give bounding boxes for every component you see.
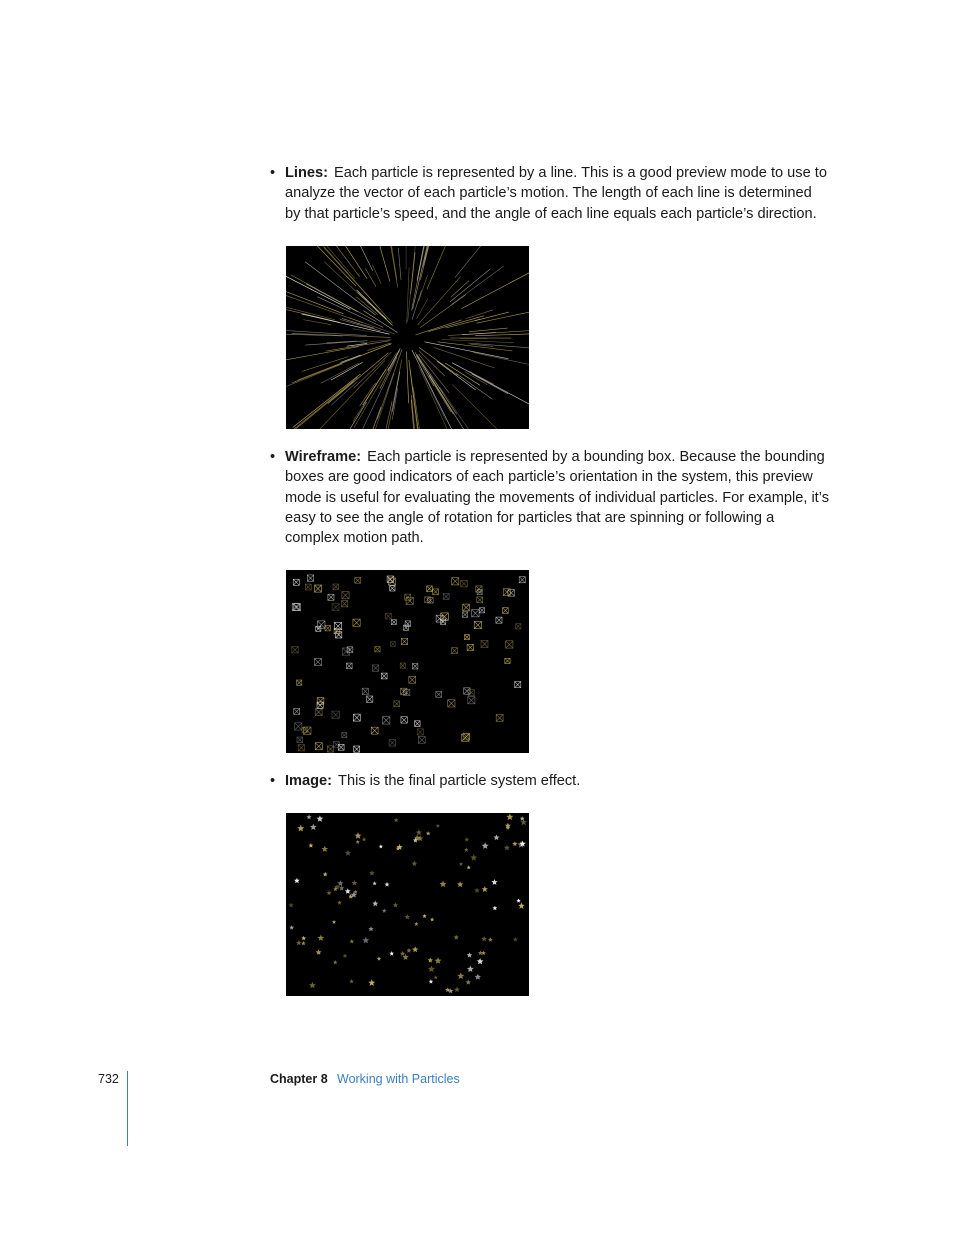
final-effect-image <box>286 813 529 996</box>
particle-box <box>316 626 321 631</box>
particle-line <box>357 290 387 319</box>
particle-line <box>287 377 357 429</box>
particle-star <box>459 862 463 866</box>
particle-line <box>353 329 375 333</box>
particle-line <box>416 356 434 386</box>
particle-star <box>491 879 497 885</box>
particle-star <box>350 939 354 943</box>
particle-box <box>353 714 360 721</box>
particle-box <box>325 625 331 631</box>
particle-line <box>419 366 464 429</box>
particle-star <box>422 914 426 918</box>
particle-star <box>428 966 435 973</box>
particle-star <box>454 935 459 940</box>
particle-star <box>416 829 422 835</box>
particle-star <box>414 922 418 926</box>
particle-box <box>468 697 475 704</box>
particle-box <box>401 638 407 644</box>
particle-line <box>375 309 391 324</box>
particle-box <box>401 717 407 723</box>
particle-box <box>406 597 413 604</box>
particle-line <box>380 246 397 279</box>
particle-box <box>390 642 395 647</box>
particle-box <box>371 727 378 734</box>
particle-star <box>289 903 294 908</box>
particle-box <box>452 648 458 654</box>
particle-star <box>428 958 433 963</box>
particle-star <box>457 881 463 887</box>
bullet-body: Each particle is represented by a bounding box. Because the bounding boxes are good indicators of each particle’s orientation in the system, this preview mode is useful for evaluating the movements of individual particles. For example, it’s easy to see the angle of rotation for particles that are spinning or following a complex motion path. <box>285 449 830 547</box>
particle-line <box>452 384 523 429</box>
particle-box <box>315 743 322 750</box>
wireframe-preview-image <box>286 570 529 753</box>
particle-star <box>481 936 487 941</box>
footer-rule <box>127 1071 128 1146</box>
particle-star <box>389 951 394 956</box>
particle-line <box>455 246 520 278</box>
particle-line <box>427 246 454 289</box>
bullet-image <box>270 771 830 791</box>
particle-star <box>454 987 460 993</box>
particle-star <box>478 950 483 955</box>
particle-box <box>515 682 521 688</box>
particle-box <box>479 608 484 613</box>
particle-star <box>339 885 344 890</box>
particle-star <box>504 845 510 851</box>
wireframe-preview-svg <box>286 570 529 753</box>
particle-box <box>474 621 481 628</box>
particle-box <box>506 641 513 648</box>
particle-line <box>357 246 373 271</box>
particle-star <box>317 935 324 941</box>
particle-line <box>437 361 476 390</box>
particle-box <box>336 632 342 638</box>
particle-box <box>467 644 473 650</box>
chapter-label: Chapter 8 <box>270 1072 328 1086</box>
particle-box <box>294 708 300 714</box>
particle-box <box>463 604 470 611</box>
particle-star <box>516 898 521 902</box>
particle-line <box>356 297 377 315</box>
particle-box <box>508 590 515 597</box>
particle-line <box>398 248 401 280</box>
particle-box <box>496 714 503 721</box>
particle-star <box>322 846 329 852</box>
particle-line <box>469 328 508 332</box>
particle-line <box>451 266 503 305</box>
particle-star <box>327 890 332 895</box>
particle-star <box>434 975 438 979</box>
bullet-term: Image: <box>285 773 333 789</box>
particle-box <box>355 577 361 583</box>
particle-star <box>470 854 477 861</box>
particle-box <box>381 673 387 679</box>
particle-line <box>425 342 509 359</box>
particle-box <box>314 658 321 665</box>
particle-box <box>372 665 378 671</box>
particle-star <box>363 937 370 943</box>
particle-star <box>435 957 442 964</box>
bullet-wireframe <box>270 447 830 548</box>
particle-box <box>389 740 396 747</box>
bullet-dot: • <box>270 449 276 465</box>
particle-star <box>518 903 525 909</box>
particle-star <box>323 872 328 877</box>
particle-star <box>393 903 398 908</box>
particle-box <box>297 680 302 685</box>
bullet-text <box>285 163 830 224</box>
particle-box <box>519 577 525 583</box>
particle-star <box>482 886 488 892</box>
particle-line <box>472 374 508 394</box>
particle-box <box>333 584 339 590</box>
particle-box <box>472 609 479 617</box>
particle-star <box>317 815 324 821</box>
particle-box <box>353 619 360 626</box>
particle-box <box>332 711 339 718</box>
particle-star <box>368 979 375 986</box>
particle-star <box>316 949 322 955</box>
particle-line <box>407 352 409 404</box>
particle-star <box>488 937 493 941</box>
particle-box <box>436 615 443 622</box>
particle-star <box>296 940 301 945</box>
particle-star <box>352 880 358 886</box>
particle-line <box>341 355 361 363</box>
particle-line <box>286 347 359 362</box>
particle-star <box>294 878 300 884</box>
particle-box <box>386 613 392 619</box>
particle-star <box>343 954 348 958</box>
particle-line <box>306 284 358 312</box>
particle-star <box>493 906 498 911</box>
particle-star <box>349 979 354 984</box>
particle-star <box>457 973 464 980</box>
particle-star <box>372 881 376 885</box>
particle-star <box>332 920 336 924</box>
particle-box <box>362 688 368 694</box>
particle-line <box>438 342 513 351</box>
particle-line <box>381 360 402 430</box>
particle-box <box>394 701 400 707</box>
particle-box <box>327 746 333 752</box>
particle-star <box>382 908 387 912</box>
particle-star <box>337 880 343 886</box>
particle-star <box>356 840 360 844</box>
particle-star <box>310 824 317 830</box>
particle-box <box>292 647 298 653</box>
particle-box <box>464 688 470 695</box>
particle-star <box>440 881 447 888</box>
bullet-body: Each particle is represented by a line. This is a good preview mode to use to analyze the vector of each particle’s motion. The length of each line is determined by that particle’s speed, and the angle of each line equals each particle’s direction. <box>285 165 827 222</box>
particle-box <box>315 585 322 592</box>
particle-line <box>293 374 361 428</box>
particle-star <box>482 842 489 849</box>
particle-star <box>467 952 473 957</box>
particle-star <box>368 926 373 931</box>
particle-box <box>400 663 405 668</box>
particle-line <box>412 350 459 429</box>
particle-star <box>385 882 390 887</box>
particle-line <box>413 246 431 309</box>
particle-star <box>345 888 351 894</box>
particle-star <box>506 813 513 820</box>
particle-box <box>427 586 433 592</box>
particle-box <box>452 578 459 585</box>
bullet-term: Wireframe: <box>285 449 362 465</box>
particle-star <box>307 814 312 819</box>
particle-box <box>342 648 349 655</box>
particle-box <box>354 746 360 752</box>
particle-star <box>297 825 304 832</box>
particle-box <box>409 676 416 683</box>
particle-box <box>477 597 483 603</box>
particle-star <box>466 980 471 985</box>
particle-star <box>512 841 517 846</box>
particle-box <box>464 635 469 640</box>
bullet-text <box>285 771 830 791</box>
particle-star <box>377 957 381 961</box>
particle-box <box>375 647 380 652</box>
particle-line <box>286 246 356 286</box>
particle-line <box>452 363 529 408</box>
particle-line <box>372 265 381 284</box>
particle-box <box>342 592 349 599</box>
particle-line <box>450 269 490 302</box>
particle-box <box>448 700 455 707</box>
particle-line <box>304 320 332 325</box>
particle-box <box>317 702 323 708</box>
bullet-dot: • <box>270 165 276 181</box>
particle-star <box>369 870 375 875</box>
particle-line <box>469 371 493 384</box>
particle-box <box>433 589 439 595</box>
particle-line <box>367 343 390 351</box>
particle-box <box>387 576 394 583</box>
particle-line <box>477 311 530 323</box>
particle-box <box>415 721 421 727</box>
particle-box <box>389 578 396 585</box>
particle-star <box>494 834 500 840</box>
particle-star <box>337 900 342 904</box>
particle-star <box>464 848 468 852</box>
particle-box <box>461 580 468 587</box>
particle-box <box>417 729 423 735</box>
particle-box <box>293 579 299 585</box>
particle-line <box>428 316 484 332</box>
particle-line <box>377 349 402 419</box>
particle-box <box>342 601 348 607</box>
particle-line <box>340 319 381 331</box>
particle-star <box>477 958 484 964</box>
particle-star <box>426 831 431 835</box>
lines-preview-image <box>286 246 529 429</box>
particle-box <box>390 586 395 591</box>
particle-star <box>513 937 518 942</box>
particle-line <box>411 252 415 293</box>
page-number: 732 <box>98 1072 119 1086</box>
particle-line <box>286 288 344 314</box>
particle-line <box>441 340 514 343</box>
particle-line <box>330 246 360 277</box>
particle-box <box>292 603 299 610</box>
particle-star <box>333 960 337 964</box>
particle-star <box>467 865 471 869</box>
particle-line <box>417 299 428 319</box>
particle-line <box>380 350 400 388</box>
particle-line <box>407 268 409 324</box>
particle-box <box>297 737 303 743</box>
particle-box <box>366 696 372 702</box>
bullet-lines <box>270 163 830 224</box>
particle-box <box>436 691 442 697</box>
particle-star <box>406 948 411 953</box>
lines-preview-svg <box>286 246 529 429</box>
particle-star <box>355 832 362 839</box>
particle-star <box>394 818 399 823</box>
particle-box <box>315 709 322 716</box>
particle-line <box>440 387 487 429</box>
particle-star <box>429 979 434 983</box>
particle-box <box>481 641 488 648</box>
particle-star <box>362 837 366 841</box>
particle-star <box>372 901 378 907</box>
particle-line <box>392 372 399 412</box>
particle-star <box>474 888 480 893</box>
particle-box <box>516 624 521 629</box>
particle-star <box>405 914 411 919</box>
particle-line <box>416 320 462 335</box>
particle-box <box>346 663 352 669</box>
particle-star <box>467 966 474 973</box>
particle-box <box>332 604 339 611</box>
bullet-text <box>285 447 830 548</box>
particle-star <box>518 841 525 848</box>
particle-star <box>464 837 469 842</box>
particle-box <box>496 617 502 623</box>
particle-box <box>328 594 334 600</box>
particle-line <box>354 367 389 428</box>
final-effect-svg <box>286 813 529 996</box>
particle-box <box>443 594 449 600</box>
particle-box <box>295 723 302 730</box>
particle-star <box>345 850 351 856</box>
particle-line <box>365 268 376 286</box>
particle-box <box>462 612 467 617</box>
particle-star <box>412 946 418 952</box>
particle-star <box>475 974 481 980</box>
particle-star <box>301 936 306 941</box>
particle-box <box>382 717 390 725</box>
particle-box <box>342 733 347 738</box>
particle-box <box>391 620 396 625</box>
particle-star <box>412 861 418 866</box>
particle-line <box>324 262 371 306</box>
particle-box <box>305 584 311 590</box>
bullet-term: Lines: <box>285 165 328 181</box>
chapter-title-link[interactable]: Working with Particles <box>337 1072 460 1086</box>
particle-box <box>307 575 313 581</box>
particle-star <box>309 982 316 989</box>
particle-box <box>505 658 510 663</box>
bullet-dot: • <box>270 773 276 789</box>
particle-line <box>462 333 496 335</box>
particle-line <box>418 277 461 325</box>
particle-star <box>301 941 306 945</box>
particle-line <box>419 275 428 301</box>
particle-star <box>430 917 434 921</box>
particle-box <box>318 621 326 629</box>
particle-box <box>468 689 474 695</box>
particle-box <box>418 736 425 743</box>
particle-star <box>400 951 405 956</box>
particle-box <box>503 608 509 614</box>
particle-box <box>298 745 304 751</box>
particle-box <box>503 589 510 596</box>
particle-star <box>309 843 314 848</box>
bullet-body: This is the final particle system effect. <box>338 773 581 789</box>
particle-star <box>379 844 383 848</box>
particle-star <box>289 925 294 930</box>
particle-star <box>436 824 440 828</box>
particle-box <box>412 664 418 670</box>
